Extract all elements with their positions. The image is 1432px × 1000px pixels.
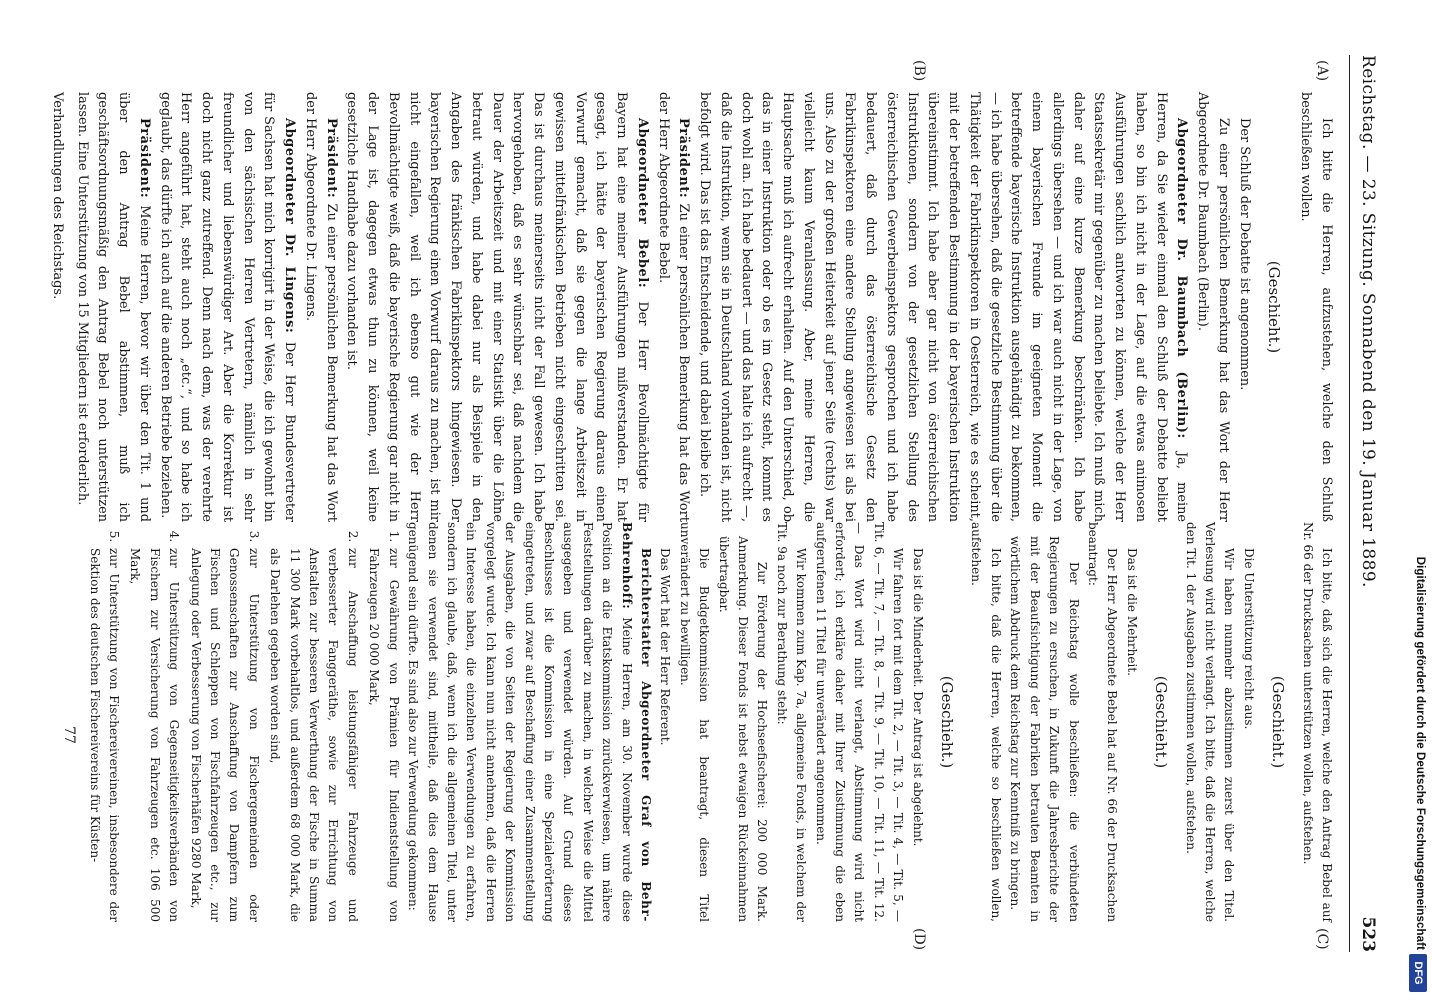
speaker-name: Abgeordneter Bebel: bbox=[635, 118, 650, 289]
paragraph: Die Unterstützung reicht aus. bbox=[1241, 548, 1256, 730]
paragraph: Zu einer persönlichen Bemerkung hat das Wort der Herr Abgeordnete Dr. Baumbach (Berlin). bbox=[1195, 92, 1231, 522]
motion-text: Zur Förderung der Hochseefischerei: 200 000 Mark. Anmerkung. Dieser Fonds ist nebst etwaigen Rückeinnahmen übertragbar. bbox=[716, 536, 770, 922]
speech: Präsident: Zu einer persönlichen Bemerkung hat das Wort der Herr Abgeordnete Bebel. bbox=[655, 92, 692, 522]
paragraph: Das ist die Mehrheit. bbox=[1124, 548, 1139, 676]
digitization-note: Digitalisierung gefördert durch die Deutsche Forschungsgemeinschaft bbox=[1414, 556, 1426, 950]
page-header bbox=[1349, 55, 1380, 952]
speaker-name: Präsident: bbox=[137, 118, 152, 199]
sheet-signature: 77 bbox=[61, 726, 78, 744]
stage-direction: (Geschieht.) bbox=[1152, 675, 1171, 769]
speech: Abgeordneter Dr. Lingens: Der Herr Bundesvertreter für Sachsen hat mich korrigirt in der Weise, die ich gewohnt bin von den sächsischen Herren Vertretern, nämlich in sehr freundlicher und liebenswürdiger Art. Aber die Korrektur ist doch nicht ganz zutreffend. Denn nach dem, was der verehrte Herr angeführt hat, steht auch noch „etc.“, und so habe ich geglaubt, das dürfte ich auch auf die anderen Betriebe beziehen. bbox=[157, 92, 298, 523]
list-item: 2. zur Anschaffung leistungsfähiger Fahrzeuge und verbesserter Fanggeräthe, sowie zur Errichtung von Anstalten zur besseren Verwerthung der Fische in Summa 11 300 Mark vorbehaltlos, und außerdem 68 000 Mark, die als Darlehen gegeben worden sind, bbox=[265, 546, 362, 922]
paragraph: Das Wort hat der Herr Referent. bbox=[658, 548, 673, 746]
stage-direction: (Geschieht.) bbox=[1265, 260, 1284, 354]
page-number: 523 bbox=[1358, 916, 1378, 952]
stage-direction: (Geschieht.) bbox=[938, 675, 957, 769]
paragraph: Der Schluß der Debatte ist angenommen. bbox=[1236, 118, 1252, 391]
left-column bbox=[46, 92, 1336, 522]
margin-mark-a: (A) bbox=[1314, 60, 1330, 82]
paragraph: Ich bitte die Herren, aufzustehen, welche den Schluß beschließen wollen. bbox=[1298, 92, 1334, 522]
paragraph: Wir fahren fort mit dem Tit. 2, — Tit. 3, — Tit. 4, — Tit. 5, — Tit. 6, — Tit. 7, — Tit. 8, — Tit. 9, — Tit. 10, — Tit. 11, — Tit. 12. — Das Wort wird nicht verlangt, Abstimmung wird nicht erfordert; ich erkläre daher mit Ihrer Zustimmung die eben aufgerufenen 11 Titel für unverändert angenommen. bbox=[813, 522, 906, 922]
digitization-strip bbox=[1402, 0, 1432, 1000]
list-item: 1. zur Gewährung von Prämien für Indienststellung von Fahrzeugen 20 000 Mark, bbox=[364, 546, 403, 922]
margin-mark-c: (C) bbox=[1314, 928, 1330, 950]
left-footer: Verhandlungen des Reichstags. bbox=[50, 92, 65, 300]
speaker-name: Präsident: bbox=[323, 118, 339, 199]
speaker-name: Berichterstatter Abgeordneter Graf von Behr-Behrenhoff: bbox=[619, 522, 653, 922]
margin-mark-d: (D) bbox=[911, 928, 927, 951]
speech: Abgeordneter Bebel: Der Herr Bevollmächtigte für Bayern hat eine meiner Ausführungen mißverstanden. Er hat gesagt, ich hätte der bayerischen Regierung daraus einen Vorwurf gemacht, daß sie gegen die lange Arbeitszeit in gewissen mittelfränkischen Betrieben nicht eingeschritten sei. Das ist durchaus meinerseits nicht der Fall gewesen. Ich habe hervorgehoben, daß es sehr wünschbar sei, daß nachdem die Dauer der Arbeitszeit und mit einer Statistik über die Löhne betraut würden, und habe dabei nur als Beispiele in den Angaben des fränkischen Fabrikinspektors hingewiesen. Der bayerischen Regierung einen Vorwurf daraus zu machen, ist mir nicht eingefallen, weil ich ebenso gut wie der Herr Bevollmächtigte weiß, daß die bayerische Regierung gar nicht in der Lage ist, dagegen etwas thun zu können, weil keine gesetzliche Handhabe dazu vorhanden ist. bbox=[344, 92, 650, 522]
list-item: 3. zur Unterstützung von Fischergemeinden oder Genossenschaften zur Anschaffung von Dampfern zum Fischen und Schleppen von Fischfahrzeugen etc., zur Anlegung oder Verbesserung von Fischerhäfen 9280 Mark, bbox=[185, 546, 263, 922]
speech: Berichterstatter Abgeordneter Graf von Behr-Behrenhoff: Meine Herren, am 30. November wurde diese Position an die Etatskommission zurückverwiesen, um nähere Feststellungen darüber zu machen, in welcher Weise die Mittel ausgegeben und verwendet würden. Auf Grund dieses Beschlusses ist die Kommission in eine Spezialerörterung eingetreten, und zwar auf Beschaffung einer Zusammenstellung der Ausgaben, die von Seiten der Regierung der Kommission vorgelegt wurde. Ich kann nun nicht annehmen, daß die Herren ein Interesse haben, die einzelnen Verwendungen zu erfahren, sondern ich glaube, daß, wenn ich die allgemeinen Titel, unter denen sie verwendet sind, mittheile, daß dies dem Hause genügend sein dürfte. Es sind also zur Verwendung gekommen: bbox=[406, 522, 653, 922]
stage-direction: (Geschieht.) bbox=[1269, 675, 1288, 769]
list-item: 4. zur Unterstützung von Gegenseitigkeitsverbänden von Fischern zur Versicherung von Fahrzeugen etc. 106 500 Mark, bbox=[125, 546, 183, 922]
paragraph: Wir kommen zum Kap. 7a, allgemeine Fonds, in welchem der Tit. 9a noch zur Berathung steht: bbox=[774, 522, 809, 922]
speaker-name: Abgeordneter Dr. Lingens: bbox=[282, 118, 298, 334]
paragraph: Wir haben nunmehr abzustimmen zuerst über den Titel. Verlesung wird nicht verlangt. Ich bitte, daß die Herren, welche den Tit. 1 der Ausgaben zustimmen wollen, aufstehen. bbox=[1183, 522, 1237, 922]
paragraph: Das ist die Minderheit. Der Antrag ist abgelehnt. bbox=[910, 548, 925, 847]
speech: Präsident: Meine Herren, bevor wir über den Tit. 1 und über den Antrag Bebel abstimmen, muß ich geschäftsordnungsmäßig den Antrag Bebel noch unterstützen lassen. Eine Unterstützung von 15 Mitgliedern ist erforderlich. bbox=[74, 92, 152, 522]
dfg-logo: DFG bbox=[1409, 954, 1427, 992]
speech: Abgeordneter Dr. Baumbach (Berlin): Ja, meine Herren, da Sie wieder einmal den Schluß der Debatte beliebt haben, so bin ich nicht in der Lage, auf die etwas animosen Ausführungen sachlich antworten zu können, welche der Herr Staatssekretär mir gegenüber zu machen beliebte. Ich muß mich daher auf eine kurze Bemerkung beschränken. Ich habe allerdings übersehen — und ich war auch nicht in der Lage, von einem bayerischen Freunde im geeigneten Moment die betreffende bayerische Instruktion ausgehändigt zu bekommen, — ich habe übersehen, daß die gesetzliche Bestimmung über die Thätigkeit der Fabrikinspektoren in Oesterreich, wie es scheint, mit der betreffenden Bestimmung in der bayerischen Instruktion übereinstimmt. Ich habe aber gar nicht von österreichischen Instruktionen, sondern von der gesetzlichen Stellung des österreichischen Gewerbeinspektors gesprochen und ich habe bedauert, daß durch das österreichische Gesetz den Fabrikinspektoren eine andere Stellung angewiesen ist als bei uns. Also zu der großen Heiterkeit auf jener Seite (rechts) war vielleicht kaum Veranlassung. Aber, meine Herren, die Hauptsache muß ich aufrecht erhalten. Auf den Unterschied, ob das in einer Instruktion oder ob es im Gesetz steht, kommt es doch wohl an. Ich habe bedauert — und das halte ich aufrecht —, daß die Instruktion, wenn sie in Deutschland vorhanden ist, nicht befolgt wird. Das ist das Entscheidende, und dabei bleibe ich. bbox=[697, 92, 1190, 523]
margin-mark-b: (B) bbox=[911, 60, 927, 82]
expense-list bbox=[84, 522, 403, 922]
paragraph: Ich bitte, daß die Herren, welche so beschließen wollen, aufstehen. bbox=[969, 522, 1003, 922]
right-column bbox=[59, 522, 1336, 922]
speech: Präsident: Zu einer persönlichen Bemerkung hat das Wort der Herr Abgeordnete Dr. Lingens. bbox=[303, 92, 339, 522]
paragraph: Ich bitte, daß sich die Herren, welche den Antrag Bebel auf Nr. 66 der Drucksachen unterstützen wollen, aufstehen. bbox=[1300, 522, 1334, 922]
list-item: 5. zur Unterstützung von Fischereivereinen, insbesondere der Sektion des deutschen Fischereivereins für Küsten- bbox=[84, 546, 123, 922]
motion-text: Der Reichstag wolle beschließen: die verbündeten Regierungen zu ersuchen, in Zukunft die Jahresberichte der mit der Beaufsichtigung der Fabriken betrauten Beamten in wörtlichem Abdruck dem Reichstag zur Kenntniß zu bringen. bbox=[1008, 536, 1081, 922]
running-head: Reichstag. — 23. Sitzung. Sonnabend den 19. Januar 1889. bbox=[1358, 55, 1378, 588]
paragraph: Die Budgetkommission hat beantragt, diesen Titel unverändert zu bewilligen. bbox=[677, 522, 712, 922]
paragraph: Der Herr Abgeordnete Bebel hat auf Nr. 66 der Drucksachen beantragt: bbox=[1085, 522, 1120, 922]
speaker-name: Abgeordneter Dr. Baumbach (Berlin): bbox=[1174, 118, 1190, 439]
speaker-name: Präsident: bbox=[676, 118, 692, 199]
